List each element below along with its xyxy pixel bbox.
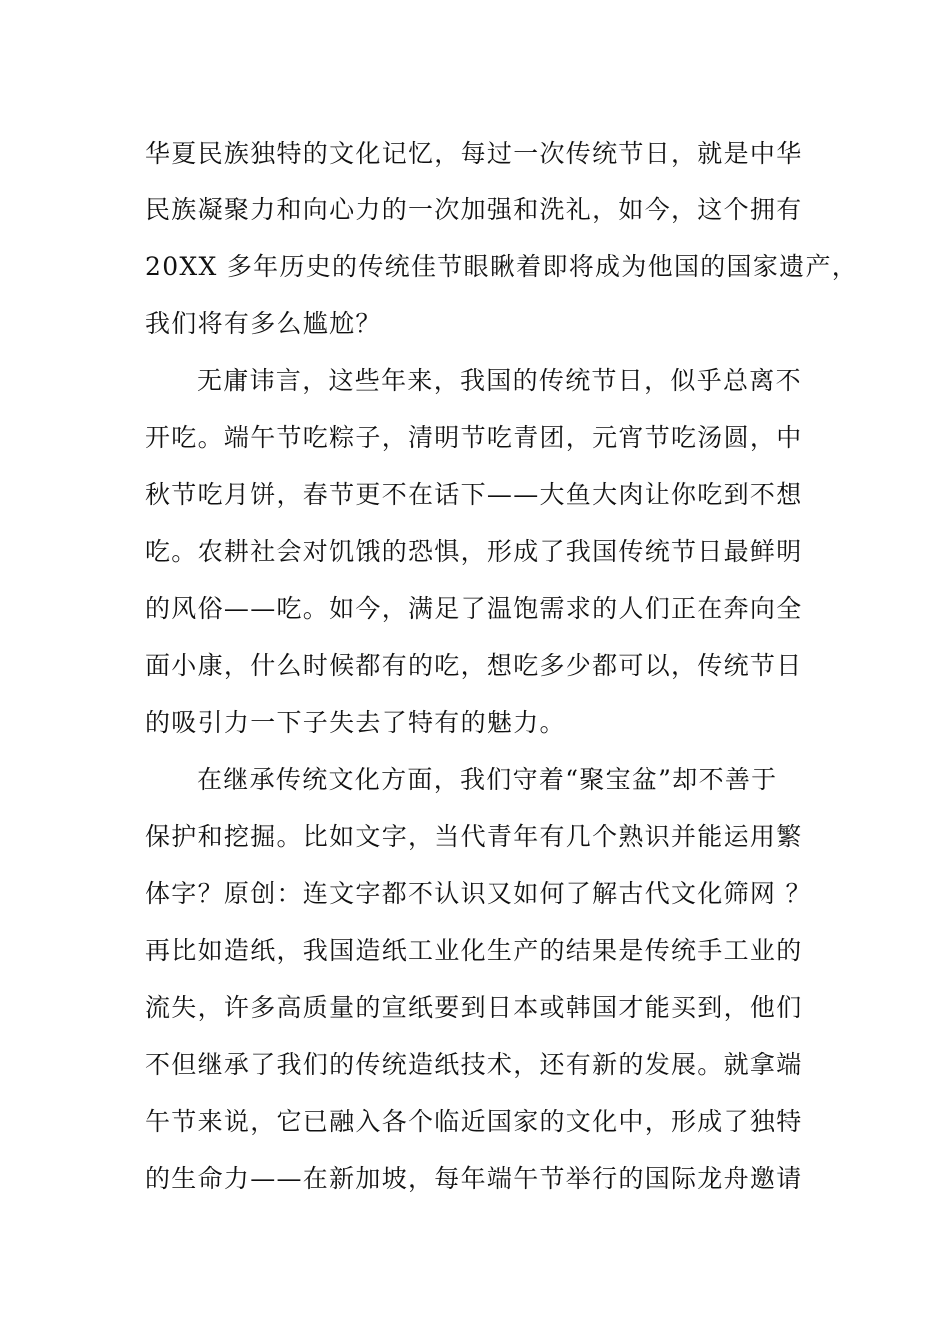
text-line: 的吸引力一下子失去了特有的魅力。: [145, 708, 566, 737]
text-line: 的风俗——吃。如今，满足了温饱需求的人们正在奔向全: [145, 594, 803, 623]
text-line: 流失，许多高质量的宣纸要到日本或韩国才能买到，他们: [145, 993, 803, 1022]
text-line: 开吃。端午节吃粽子，清明节吃青团，元宵节吃汤圆，中: [145, 423, 803, 452]
text-line: 无庸讳言，这些年来，我国的传统节日，似乎总离不: [197, 366, 802, 395]
text-line: 我们将有多么尴尬？: [145, 309, 382, 338]
text-line: 民族凝聚力和向心力的一次加强和洗礼，如今，这个拥有: [145, 195, 803, 224]
text-line: 不但继承了我们的传统造纸技术，还有新的发展。就拿端: [145, 1050, 803, 1079]
text-line: 面小康，什么时候都有的吃，想吃多少都可以，传统节日: [145, 651, 803, 680]
text-line: 午节来说，它已融入各个临近国家的文化中，形成了独特: [145, 1107, 803, 1136]
text-line: 体字？原创：连文字都不认识又如何了解古代文化筛网 ？: [145, 879, 812, 908]
text-line: 吃。农耕社会对饥饿的恐惧，形成了我国传统节日最鲜明: [145, 537, 803, 566]
text-line: 的生命力——在新加坡，每年端午节举行的国际龙舟邀请: [145, 1164, 803, 1193]
text-line: 再比如造纸，我国造纸工业化生产的结果是传统手工业的: [145, 936, 803, 965]
text-line: 秋节吃月饼，春节更不在话下——大鱼大肉让你吃到不想: [145, 480, 803, 509]
text-line: 在继承传统文化方面，我们守着“聚宝盆”却不善于: [197, 765, 778, 794]
text-line: 20XX 多年历史的传统佳节眼瞅着即将成为他国的国家遗产，: [145, 252, 859, 281]
text-line: 保护和挖掘。比如文字，当代青年有几个熟识并能运用繁: [145, 822, 803, 851]
text-line: 华夏民族独特的文化记忆，每过一次传统节日，就是中华: [145, 139, 803, 168]
